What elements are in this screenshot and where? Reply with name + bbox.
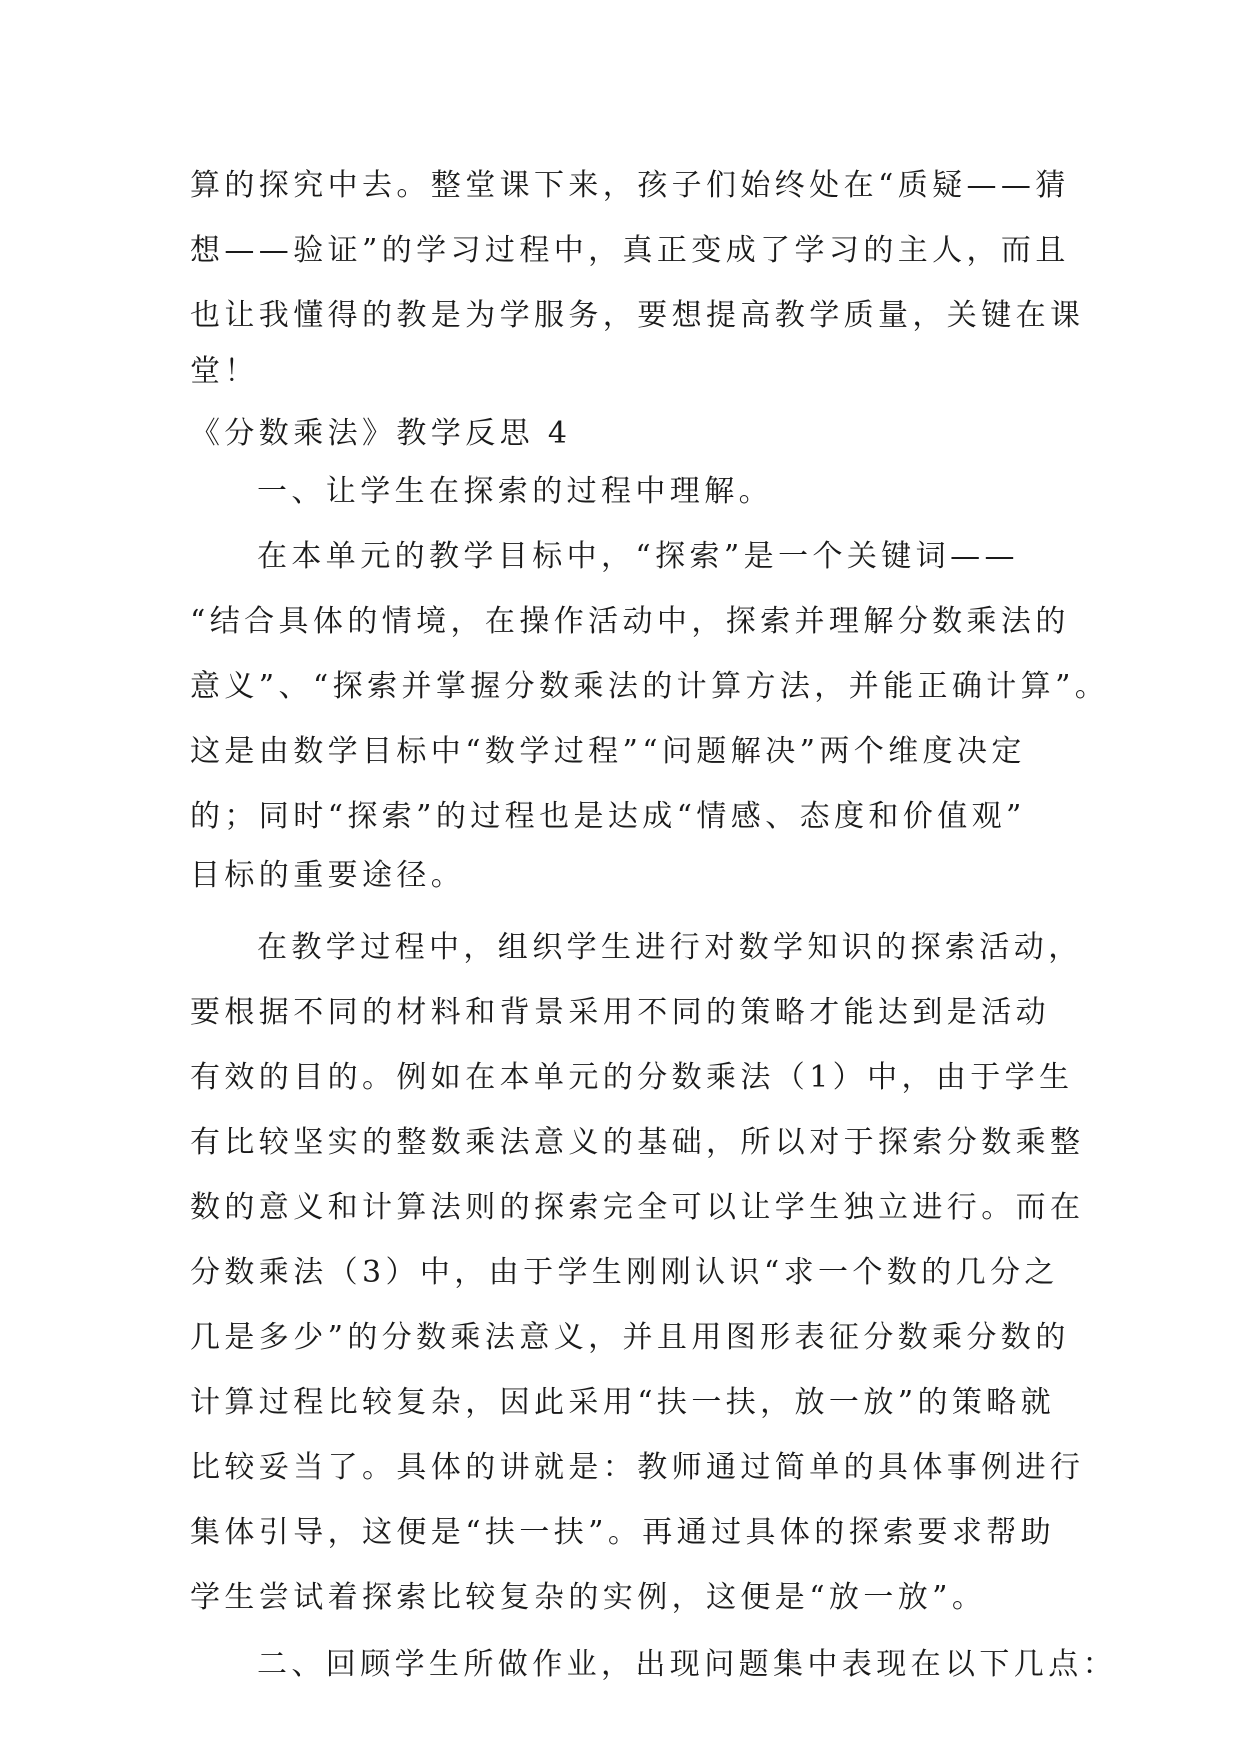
text-line: 算的探究中去。整堂课下来，孩子们始终处在“质疑——猜 xyxy=(190,168,1070,203)
text-line: 想——验证”的学习过程中，真正变成了学习的主人，而且 xyxy=(190,233,1070,268)
text-line: 在本单元的教学目标中，“探索”是一个关键词—— xyxy=(257,539,1019,574)
text-line: 目标的重要途径。 xyxy=(190,858,466,893)
text-line: 几是多少”的分数乘法意义，并且用图形表征分数乘分数的 xyxy=(190,1320,1070,1355)
text-line: 集体引导，这便是“扶一扶”。再通过具体的探索要求帮助 xyxy=(190,1515,1056,1550)
text-line: 有效的目的。例如在本单元的分数乘法（1）中，由于学生 xyxy=(190,1060,1074,1095)
text-line: 学生尝试着探索比较复杂的实例，这便是“放一放”。 xyxy=(190,1580,987,1615)
text-line: 意义”、“探索并掌握分数乘法的计算方法，并能正确计算”。 xyxy=(190,669,1110,704)
text-line: 堂！ xyxy=(190,354,259,389)
text-line: “结合具体的情境，在操作活动中，探索并理解分数乘法的 xyxy=(190,604,1070,639)
text-line: 这是由数学目标中“数学过程”“问题解决”两个维度决定 xyxy=(190,734,1026,769)
text-line: 的；同时“探索”的过程也是达成“情感、态度和价值观” xyxy=(190,799,1026,834)
text-line: 要根据不同的材料和背景采用不同的策略才能达到是活动 xyxy=(190,995,1050,1030)
text-line: 计算过程比较复杂，因此采用“扶一扶，放一放”的策略就 xyxy=(190,1385,1056,1420)
section-title: 《分数乘法》教学反思 4 xyxy=(190,416,572,451)
text-line: 数的意义和计算法则的探索完全可以让学生独立进行。而在 xyxy=(190,1190,1085,1225)
text-line: 也让我懂得的教是为学服务，要想提高教学质量，关键在课 xyxy=(190,298,1085,333)
text-line: 比较妥当了。具体的讲就是：教师通过简单的具体事例进行 xyxy=(190,1450,1085,1485)
heading-1: 一、让学生在探索的过程中理解。 xyxy=(257,474,773,509)
heading-2: 二、回顾学生所做作业，出现问题集中表现在以下几点： xyxy=(257,1647,1117,1682)
text-line: 分数乘法（3）中，由于学生刚刚认识“求一个数的几分之 xyxy=(190,1255,1059,1290)
text-line: 在教学过程中，组织学生进行对数学知识的探索活动， xyxy=(257,930,1083,965)
text-line: 有比较坚实的整数乘法意义的基础，所以对于探索分数乘整 xyxy=(190,1125,1085,1160)
